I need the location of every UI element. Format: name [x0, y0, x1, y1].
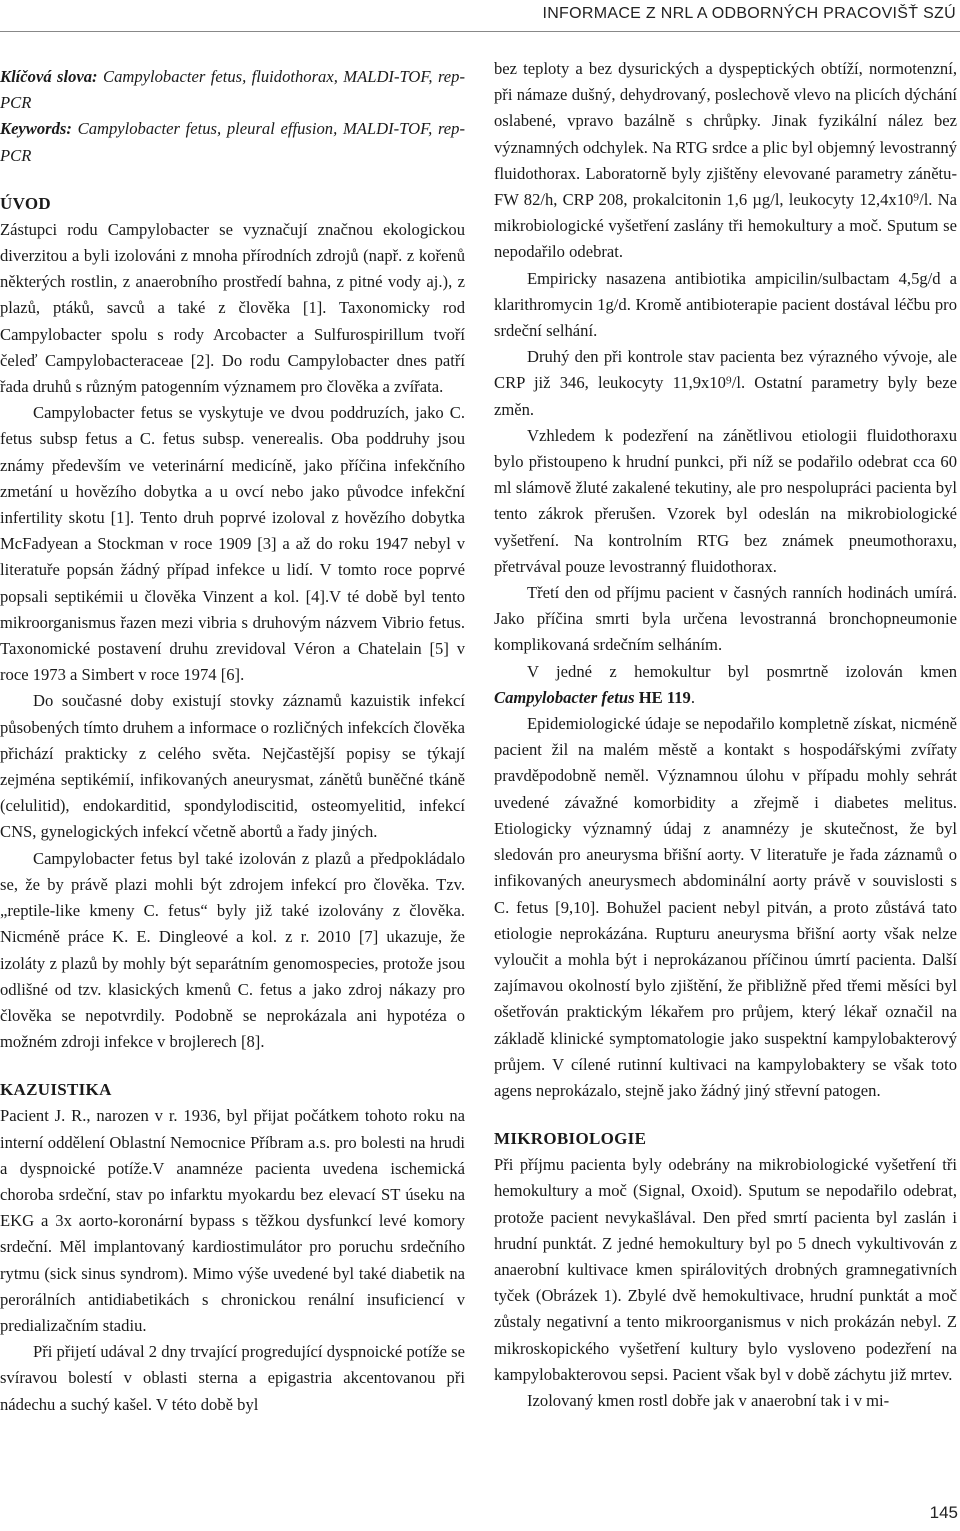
case-paragraph-9: Epidemiologické údaje se nepodařilo kompletně získat, nicméně pacient žil na malém městě a kontakt s hospodářskými zvířaty pravděpodobně neměl. Významnou úlohu v případu mohly sehrát uvedené závažné komorbidity a zřejmě i diabetes melitus. Etiologicky významný údaj z anamnézy je skutečnost, že byl sledován pro aneurysma břišní aorty. V literatuře je řada záznamů o infikovaných aneurysmech abdominální aorty právě v souvislosti s C. fetus [9,10]. Bohužel pacient nebyl pitván, a proto zůstává tato etiologie neprokázána. Rupturu aneurysma břišní aorty však nelze vyloučit a mohla být i neprokázanou příčinou úmrtí pacienta. Další zajímavou okolností bylo zjištění, že přibližně před třemi měsíci byl ošetřován praktickým lékařem pro průjem, který lékař označil na základě klinické symptomatologie jako suspektní kampylobakterový průjem. V cílené rutinní kultivaci na kampylobaktery se však toto agens neprokázalo, stejně jako žádný jiný střevní patogen.: [494, 714, 957, 1100]
running-title: INFORMACE Z NRL A ODBORNÝCH PRACOVIŠŤ SZÚ: [542, 5, 956, 22]
keywords-en-value: Campylobacter fetus, pleural effusion, MALDI-TOF, rep-PCR: [0, 119, 465, 165]
keywords-cz-value: Campylobacter fetus, fluidothorax, MALDI-TOF, rep-PCR: [0, 67, 465, 113]
right-column: [494, 56, 957, 1414]
intro-paragraph-3: Do současné doby existují stovky záznamů kazuistik infekcí působených tímto druhem a informace o rozličných infekcích člověka přichází prakticky z celého světa. Nejčastější popisy se týkají zejména septikémií, infikovaných aneurysmat, zánětů buněčné tkáně (celulitid), endokarditid, spondylodiscitid, osteomyelitid, infekcí CNS, gynelogických infekcí včetně abortů a řady jiných.: [0, 691, 465, 842]
running-header: [0, 0, 960, 32]
intro-heading: ÚVOD: [0, 193, 51, 213]
keywords-cz: [0, 64, 465, 116]
case-paragraph-2: Při přijetí udával 2 dny trvající progredující dyspnoické potíže se svíravou bolestí v oblasti sterna a epigastria akcentovanou při nádechu a suchý kašel. V této době byl: [0, 1342, 465, 1414]
micro-heading: MIKROBIOLOGIE: [494, 1129, 647, 1149]
micro-paragraph-1: Při příjmu pacienta byly odebrány na mikrobiologické vyšetření tři hemokultury a moč (Signal, Oxoid). Sputum se nepodařilo odebrat, protože pacient nevykašlával. Den před smrtí pacienta byl zaslán i hrudní punktát. Z jedné hemokultury byl po 5 dnech vykultivován z anaerobní kultivace kmen spirálovitých drobných gramnegativních tyček (Obrázek 1). Zbylé dvě hemokultivace, hrudní punktát a moč zůstaly negativní a tento mikroorganismus v nich prokázán nebyl. Z mikroskopického vyšetření kultury bylo vysloveno podezření na kampylobakterovou sepsi. Pacient však byl v době záchytu již mrtev.: [494, 1155, 957, 1384]
intro-paragraph-2: Campylobacter fetus se vyskytuje ve dvou poddruzích, jako C. fetus subsp fetus a C. fetus subsp. venerealis. Oba poddruhy jsou známy především ve veterinární medicíně, jako příčina infekčního zmetání u hovězího dobytka a u ovcí nebo jako původce infekční infertility skotu [1]. Tento druh poprvé izoloval z hovězího dobytka McFadyean a Stockman v roce 1909 [3] a až do roku 1947 nebyl v literatuře popsán žádný případ infekce u lidí. V tomto roce poprvé popsali septikémii u člověka Vinzent a kol. [4].V té době byl tento mikroorganismus řazen mezi vibria s druhovým názvem Vibrio fetus. Taxonomické postavení druhu zrevidoval Véron a Chatelain [5] v roce 1973 a Simbert v roce 1974 [6].: [0, 403, 465, 685]
micro-paragraph-2: Izolovaný kmen rostl dobře jak v anaerobní tak i v mi-: [527, 1390, 890, 1410]
isolate-sentence: V jedné z hemokultur byl posmrtně izolován kmen: [527, 661, 957, 681]
case-paragraph-3: bez teploty a bez dysurických a dyspeptických obtíží, normotenzní, při námaze dušný, dehydrovaný, poslechově vlevo na plicích dýchání oslabené, vpravo bazálně s chrůpky. Jinak fyzikální nález bez významných odchylek. Na RTG srdce a plic byl objemný levostranný fluidothorax. Laboratorně byly zjištěny elevované parametry zánětu-FW 82/h, CRP 208, prokalcitonin 1,6 µg/l, leukocyty 12,4x10⁹/l. Na mikrobiologické vyšetření zaslány tři hemokultury a moč. Sputum se nepodařilo odebrat.: [494, 59, 957, 262]
page-number: 145: [929, 1503, 958, 1522]
case-paragraph-1: Pacient J. R., narozen v r. 1936, byl přijat počátkem tohoto roku na interní oddělení Oblastní Nemocnice Příbram a.s. pro bolesti na hrudi a dyspnoické potíže.V anamnéze pacienta uvedena ischemická choroba srdeční, stav po infarktu myokardu bez elevací ST úseku na EKG a 3x aorto-koronární bypass s těžkou dysfunkcí levé komory srdeční. Měl implantovaný kardiostimulátor pro poruchu srdečního rytmu (sick sinus syndrom). Mimo výše uvedené byl také diabetik na perorálních antidiabetikách s chronickou renální insuficiencí v predializačním stadiu.: [0, 1106, 465, 1335]
case-paragraph-6: Vzhledem k podezření na zánětlivou etiologii fluidothoraxu bylo přistoupeno k hrudní punkci, při níž se podařilo odebrat cca 60 ml slámově žluté zakalené tekutiny, ale pro nespolupráci pacienta byl tento zákrok přerušen. Vzorek byl odeslán na mikrobiologické vyšetření. Na kontrolním RTG bez známek pneumothoraxu, přetrvával pouze levostranný fluidothorax.: [494, 425, 957, 576]
case-paragraph-8: V jedné z hemokultur byl posmrtně izolován kmen Campylobacter fetus HE 119.: [494, 661, 957, 707]
keywords-en: [0, 116, 465, 168]
keywords-block: [0, 64, 465, 169]
case-heading: KAZUISTIKA: [0, 1080, 112, 1100]
header-rule: [0, 31, 960, 32]
case-paragraph-4: Empiricky nasazena antibiotika ampicilin/sulbactam 4,5g/d a klarithromycin 1g/d. Kromě antibioterapie pacient dostával léčbu pro srdeční selhání.: [494, 268, 957, 341]
isolate-id: HE 119: [638, 687, 691, 707]
keywords-en-label: Keywords:: [0, 119, 72, 139]
case-paragraph-5: Druhý den při kontrole stav pacienta bez výrazného vývoje, ale CRP již 346, leukocyty 11,9x10⁹/l. Ostatní parametry byly beze změn.: [494, 347, 957, 419]
keywords-cz-label: Klíčová slova:: [0, 67, 98, 86]
intro-paragraph-1: Zástupci rodu Campylobacter se vyznačují značnou ekologickou diverzitou a byli izolováni z mnoha přírodních zdrojů (např. z kořenů některých rostlin, z anaerobního prostředí bahna, z pitné vody aj.), z plazů, ptáků, savců a také z člověka [1]. Taxonomicky rod Campylobacter spolu s rody Arcobacter a Sulfurospirillum tvoří čeleď Campylobacteraceae [2]. Do rodu Campylobacter dnes patří řada druhů s různým patogenním významem pro člověka a zvířata.: [0, 219, 465, 397]
intro-paragraph-4: Campylobacter fetus byl také izolován z plazů a předpokládalo se, že by právě plazi mohli být zdrojem infekcí pro člověka. Tzv. „reptile-like kmeny C. fetus“ byly již také izolovány z člověka. Nicméně práce K. E. Dingleové a kol. z r. 2010 [7] ukazuje, že izoláty z plazů by mohly být separátním genomospecies, protože jsou odlišné od tzv. klasických kmenů C. fetus a jako zdroj nákazy pro člověka se nepotvrdily. Podobně se neprokázala ani hypotéza o možném zdroji infekce v brojlerech [8].: [0, 848, 465, 1052]
isolate-species: Campylobacter fetus: [494, 687, 635, 707]
left-column: [0, 56, 465, 1418]
case-paragraph-7: Třetí den od příjmu pacient v časných ranních hodinách umírá. Jako příčina smrti byla určena levostranná bronchopneumonie komplikovaná srdečním selháním.: [494, 583, 957, 655]
